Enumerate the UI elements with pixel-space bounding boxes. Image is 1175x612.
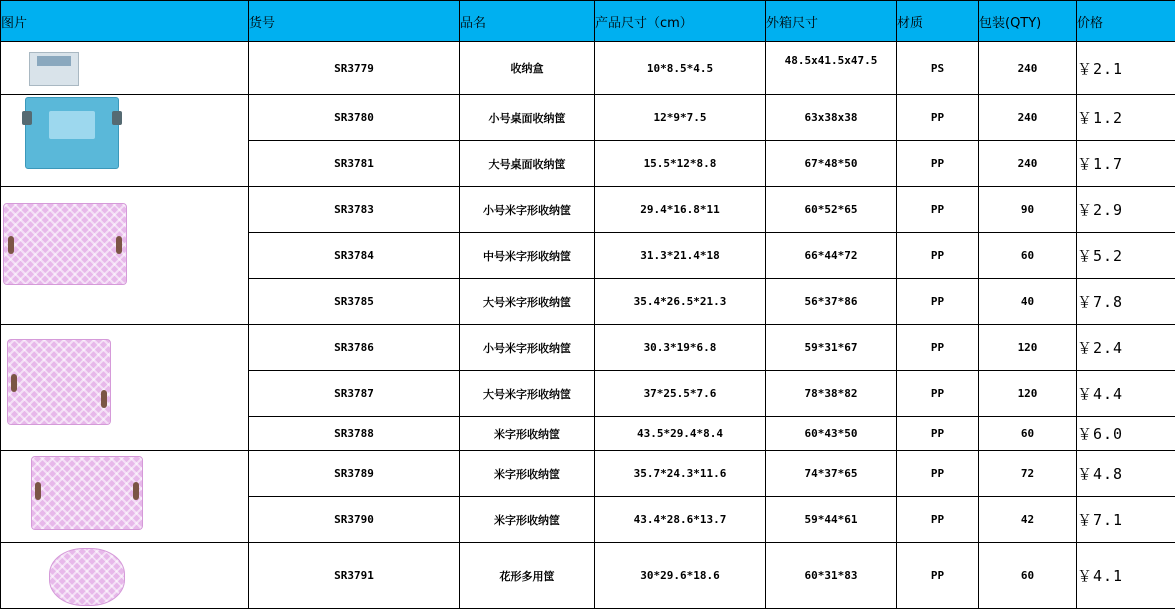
- size-cell[interactable]: 10*8.5*4.5: [595, 42, 766, 95]
- size-cell[interactable]: 31.3*21.4*18: [595, 233, 766, 279]
- pink-lattice-basket-photo: [3, 203, 127, 285]
- size-cell[interactable]: 12*9*7.5: [595, 95, 766, 141]
- sku-cell[interactable]: SR3790: [249, 497, 460, 543]
- image-cell[interactable]: [1, 451, 249, 543]
- price-cell[interactable]: ￥1.7: [1077, 141, 1175, 187]
- name-cell[interactable]: 大号米字形收纳筐: [460, 371, 595, 417]
- material-cell[interactable]: PP: [897, 279, 979, 325]
- material-cell[interactable]: PP: [897, 417, 979, 451]
- price-cell[interactable]: ￥5.2: [1077, 233, 1175, 279]
- table-row: [1, 95, 1175, 141]
- qty-cell[interactable]: 60: [979, 417, 1077, 451]
- image-cell[interactable]: [1, 543, 249, 609]
- size-cell[interactable]: 43.5*29.4*8.4: [595, 417, 766, 451]
- price-cell[interactable]: ￥2.9: [1077, 187, 1175, 233]
- table-row: [1, 187, 1175, 233]
- qty-cell[interactable]: 240: [979, 42, 1077, 95]
- carton-cell[interactable]: 60*43*50: [766, 417, 897, 451]
- material-cell[interactable]: PS: [897, 42, 979, 95]
- table-row: [1, 543, 1175, 609]
- qty-cell[interactable]: 40: [979, 279, 1077, 325]
- pink-lattice-tray-photo: [7, 339, 111, 425]
- material-cell[interactable]: PP: [897, 543, 979, 609]
- size-cell[interactable]: 15.5*12*8.8: [595, 141, 766, 187]
- name-cell[interactable]: 小号米字形收纳筐: [460, 187, 595, 233]
- price-cell[interactable]: ￥4.8: [1077, 451, 1175, 497]
- blue-desktop-bin-photo: [25, 97, 119, 169]
- size-cell[interactable]: 30*29.6*18.6: [595, 543, 766, 609]
- sku-cell[interactable]: SR3785: [249, 279, 460, 325]
- sku-cell[interactable]: SR3781: [249, 141, 460, 187]
- material-cell[interactable]: PP: [897, 233, 979, 279]
- qty-cell[interactable]: 60: [979, 543, 1077, 609]
- table-row: [1, 42, 1175, 95]
- price-cell[interactable]: ￥6.0: [1077, 417, 1175, 451]
- sku-cell[interactable]: SR3784: [249, 233, 460, 279]
- material-cell[interactable]: PP: [897, 95, 979, 141]
- qty-cell[interactable]: 120: [979, 325, 1077, 371]
- sku-cell[interactable]: SR3783: [249, 187, 460, 233]
- name-cell[interactable]: 米字形收纳筐: [460, 417, 595, 451]
- qty-cell[interactable]: 240: [979, 95, 1077, 141]
- carton-cell[interactable]: 66*44*72: [766, 233, 897, 279]
- price-cell[interactable]: ￥7.8: [1077, 279, 1175, 325]
- price-cell[interactable]: ￥4.4: [1077, 371, 1175, 417]
- qty-cell[interactable]: 60: [979, 233, 1077, 279]
- header-qty[interactable]: 包装(QTY): [979, 1, 1077, 42]
- size-cell[interactable]: 29.4*16.8*11: [595, 187, 766, 233]
- qty-cell[interactable]: 120: [979, 371, 1077, 417]
- price-cell[interactable]: ￥4.1: [1077, 543, 1175, 609]
- carton-cell[interactable]: 63x38x38: [766, 95, 897, 141]
- size-cell[interactable]: 30.3*19*6.8: [595, 325, 766, 371]
- header-price[interactable]: 价格: [1077, 1, 1175, 42]
- qty-cell[interactable]: 72: [979, 451, 1077, 497]
- header-sku[interactable]: 货号: [249, 1, 460, 42]
- name-cell[interactable]: 米字形收纳筐: [460, 497, 595, 543]
- carton-cell[interactable]: 67*48*50: [766, 141, 897, 187]
- header-image[interactable]: 图片: [1, 1, 249, 42]
- table-row: [1, 325, 1175, 371]
- carton-cell[interactable]: 60*31*83: [766, 543, 897, 609]
- carton-cell[interactable]: 60*52*65: [766, 187, 897, 233]
- material-cell[interactable]: PP: [897, 141, 979, 187]
- price-cell[interactable]: ￥2.1: [1077, 42, 1175, 95]
- sku-cell[interactable]: SR3788: [249, 417, 460, 451]
- header-name[interactable]: 品名: [460, 1, 595, 42]
- name-cell[interactable]: 收纳盒: [460, 42, 595, 95]
- image-cell[interactable]: [1, 95, 249, 187]
- carton-cell[interactable]: 59*31*67: [766, 325, 897, 371]
- carton-cell[interactable]: 56*37*86: [766, 279, 897, 325]
- material-cell[interactable]: PP: [897, 497, 979, 543]
- sku-cell[interactable]: SR3780: [249, 95, 460, 141]
- small-storage-box-photo: [29, 52, 79, 86]
- header-size[interactable]: 产品尺寸（cm）: [595, 1, 766, 42]
- qty-cell[interactable]: 42: [979, 497, 1077, 543]
- carton-cell[interactable]: 48.5x41.5x47.5: [766, 42, 897, 95]
- sku-cell[interactable]: SR3779: [249, 42, 460, 95]
- price-cell[interactable]: ￥2.4: [1077, 325, 1175, 371]
- name-cell[interactable]: 米字形收纳筐: [460, 451, 595, 497]
- image-cell[interactable]: [1, 42, 249, 95]
- material-cell[interactable]: PP: [897, 451, 979, 497]
- size-cell[interactable]: 37*25.5*7.6: [595, 371, 766, 417]
- size-cell[interactable]: 43.4*28.6*13.7: [595, 497, 766, 543]
- name-cell[interactable]: 中号米字形收纳筐: [460, 233, 595, 279]
- carton-cell[interactable]: 59*44*61: [766, 497, 897, 543]
- qty-cell[interactable]: 240: [979, 141, 1077, 187]
- name-cell[interactable]: 大号米字形收纳筐: [460, 279, 595, 325]
- header-row: [1, 1, 1175, 42]
- image-cell[interactable]: [1, 325, 249, 451]
- material-cell[interactable]: PP: [897, 325, 979, 371]
- header-carton[interactable]: 外箱尺寸: [766, 1, 897, 42]
- pink-lattice-tray-photo: [31, 456, 143, 530]
- price-cell[interactable]: ￥7.1: [1077, 497, 1175, 543]
- material-cell[interactable]: PP: [897, 187, 979, 233]
- name-cell[interactable]: 花形多用筐: [460, 543, 595, 609]
- name-cell[interactable]: 小号桌面收纳筐: [460, 95, 595, 141]
- price-cell[interactable]: ￥1.2: [1077, 95, 1175, 141]
- size-cell[interactable]: 35.4*26.5*21.3: [595, 279, 766, 325]
- carton-cell[interactable]: 74*37*65: [766, 451, 897, 497]
- image-cell[interactable]: [1, 187, 249, 325]
- name-cell[interactable]: 小号米字形收纳筐: [460, 325, 595, 371]
- name-cell[interactable]: 大号桌面收纳筐: [460, 141, 595, 187]
- size-cell[interactable]: 35.7*24.3*11.6: [595, 451, 766, 497]
- sku-cell[interactable]: SR3787: [249, 371, 460, 417]
- header-material[interactable]: 材质: [897, 1, 979, 42]
- table-row: [1, 451, 1175, 497]
- sku-cell[interactable]: SR3789: [249, 451, 460, 497]
- pink-round-flower-basket-photo: [49, 548, 125, 606]
- sku-cell[interactable]: SR3786: [249, 325, 460, 371]
- carton-cell[interactable]: 78*38*82: [766, 371, 897, 417]
- material-cell[interactable]: PP: [897, 371, 979, 417]
- sku-cell[interactable]: SR3791: [249, 543, 460, 609]
- qty-cell[interactable]: 90: [979, 187, 1077, 233]
